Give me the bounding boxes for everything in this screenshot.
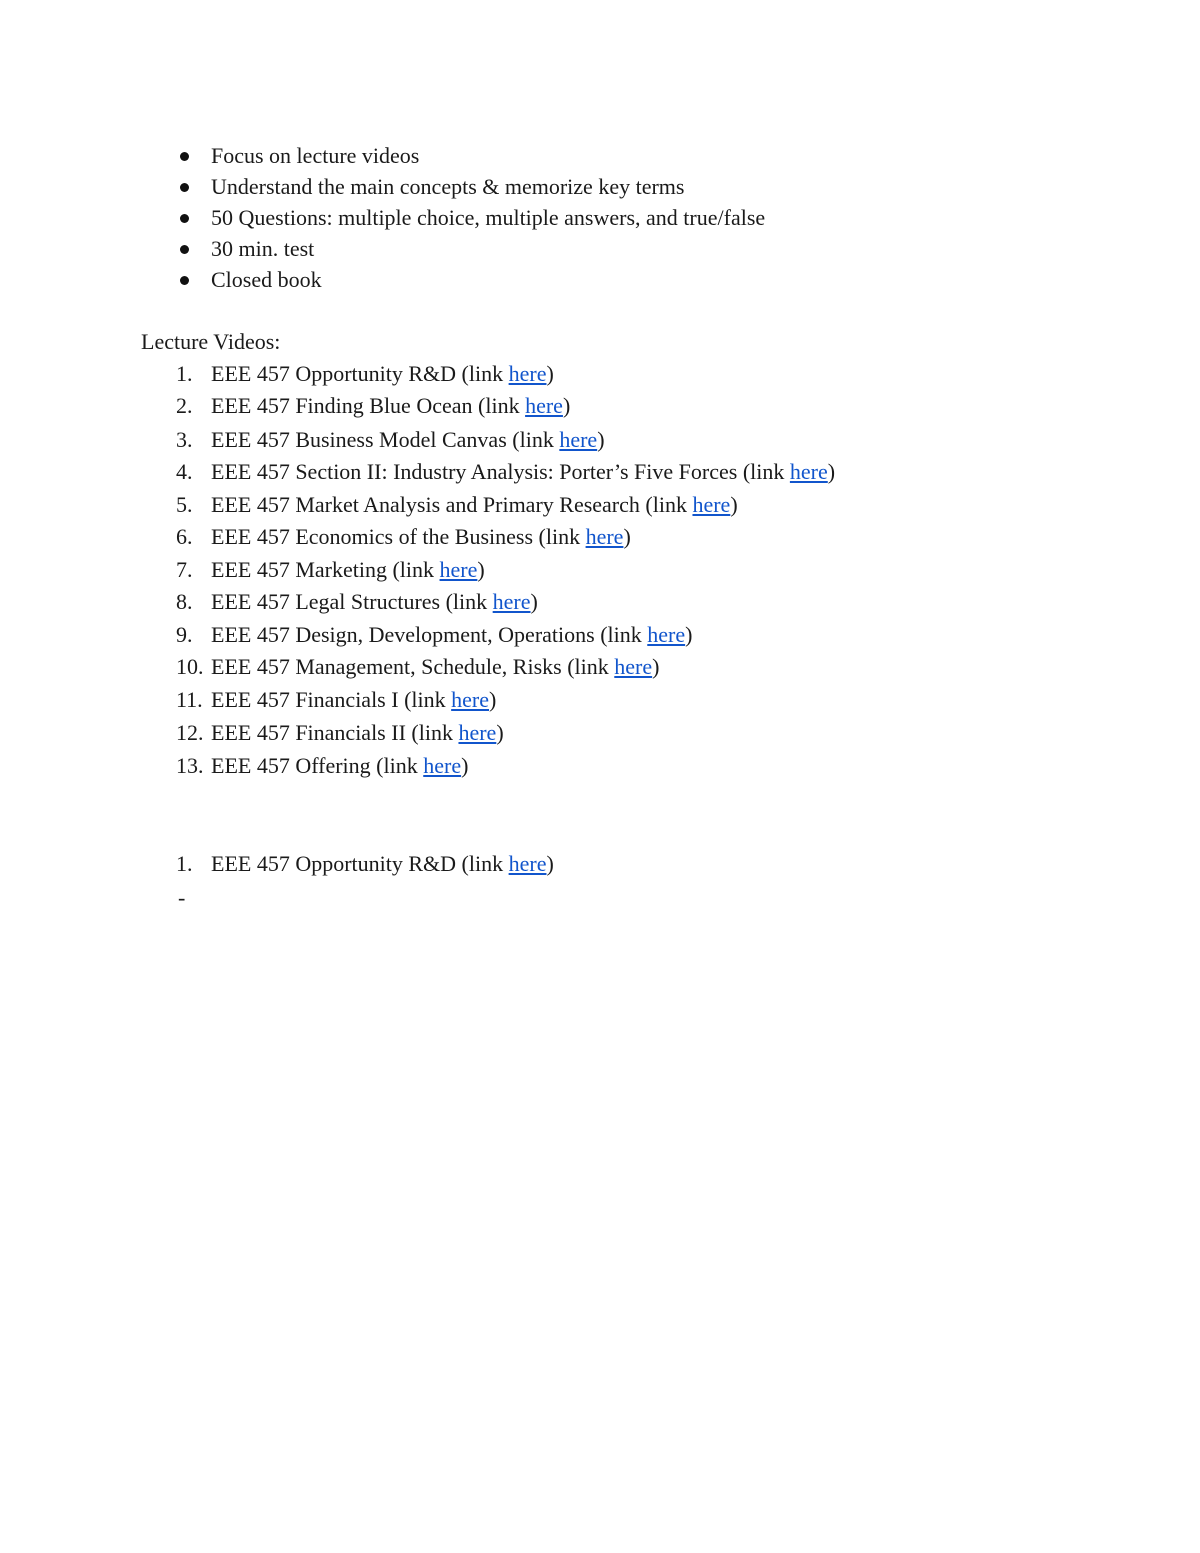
section-number: 1. <box>176 851 193 876</box>
bullet-dot-icon <box>180 276 189 285</box>
lecture-text <box>211 751 468 781</box>
bullet-text: 30 min. test <box>211 236 315 261</box>
lecture-number: 4. <box>176 459 193 484</box>
lecture-title: EEE 457 Finding Blue Ocean <box>211 393 473 418</box>
lecture-number: 5. <box>176 492 193 517</box>
link-prefix: (link <box>600 622 648 647</box>
link-suffix: ) <box>546 851 554 876</box>
dash-marker: - <box>178 885 186 910</box>
link-suffix: ) <box>730 492 738 517</box>
link-prefix: (link <box>538 524 586 549</box>
section-title: EEE 457 Opportunity R&D <box>211 851 457 876</box>
link-suffix: ) <box>623 524 631 549</box>
lecture-title: EEE 457 Opportunity R&D <box>211 361 457 386</box>
lecture-number: 11. <box>176 687 203 712</box>
lecture-title: EEE 457 Financials II <box>211 720 406 745</box>
link-suffix: ) <box>597 427 605 452</box>
lecture-link[interactable]: here <box>439 557 478 582</box>
lecture-title: EEE 457 Management, Schedule, Risks <box>211 654 562 679</box>
lecture-title: EEE 457 Business Model Canvas <box>211 427 507 452</box>
lecture-link[interactable]: here <box>585 524 624 549</box>
lecture-number: 8. <box>176 589 193 614</box>
link-suffix: ) <box>489 687 497 712</box>
lecture-number: 10. <box>176 654 204 679</box>
bullet-dot-icon <box>180 245 189 254</box>
lecture-number: 2. <box>176 393 193 418</box>
lecture-text <box>211 425 605 455</box>
lecture-link[interactable]: here <box>614 654 653 679</box>
link-prefix: (link <box>445 589 493 614</box>
link-prefix: (link <box>567 654 615 679</box>
lecture-text <box>211 685 496 715</box>
section-link[interactable]: here <box>508 851 547 876</box>
lecture-title: EEE 457 Economics of the Business <box>211 524 534 549</box>
bullet-text: Focus on lecture videos <box>211 143 420 168</box>
lecture-link[interactable]: here <box>451 687 489 712</box>
lecture-text <box>211 620 692 650</box>
lecture-link[interactable]: here <box>525 393 563 418</box>
link-suffix: ) <box>546 361 554 386</box>
lecture-videos-heading: Lecture Videos: <box>141 329 281 354</box>
lecture-title: EEE 457 Financials I <box>211 687 399 712</box>
link-prefix: (link <box>645 492 693 517</box>
link-prefix: (link <box>404 687 452 712</box>
link-prefix: (link <box>742 459 790 484</box>
bullet-text: 50 Questions: multiple choice, multiple answers, and true/false <box>211 205 766 230</box>
section-text <box>211 849 554 879</box>
lecture-title: EEE 457 Legal Structures <box>211 589 441 614</box>
lecture-number: 9. <box>176 622 193 647</box>
lecture-text <box>211 555 485 585</box>
lecture-title: EEE 457 Design, Development, Operations <box>211 622 595 647</box>
lecture-link[interactable]: here <box>559 427 598 452</box>
lecture-text <box>211 359 554 389</box>
lecture-number: 6. <box>176 524 193 549</box>
bullet-dot-icon <box>180 183 189 192</box>
lecture-link[interactable]: here <box>458 720 497 745</box>
link-prefix: (link <box>461 851 509 876</box>
link-prefix: (link <box>392 557 440 582</box>
lecture-text <box>211 587 538 617</box>
link-suffix: ) <box>652 654 660 679</box>
bullet-dot-icon <box>180 214 189 223</box>
link-suffix: ) <box>827 459 836 484</box>
link-prefix: (link <box>478 393 526 418</box>
lecture-link[interactable]: here <box>647 622 686 647</box>
lecture-text <box>211 718 504 748</box>
lecture-link[interactable]: here <box>492 589 531 614</box>
lecture-link[interactable]: here <box>692 492 731 517</box>
lecture-title: EEE 457 Section II: Industry Analysis: Porter’s Five Forces <box>211 459 738 484</box>
link-prefix: (link <box>411 720 459 745</box>
lecture-text <box>211 391 570 421</box>
lecture-text <box>211 457 835 487</box>
link-suffix: ) <box>530 589 538 614</box>
lecture-text <box>211 652 659 682</box>
link-prefix: (link <box>376 753 424 778</box>
lecture-title: EEE 457 Offering <box>211 753 371 778</box>
link-suffix: ) <box>496 720 504 745</box>
link-prefix: (link <box>512 427 560 452</box>
link-suffix: ) <box>477 557 485 582</box>
link-prefix: (link <box>461 361 509 386</box>
link-suffix: ) <box>562 393 571 418</box>
lecture-link[interactable]: here <box>423 753 462 778</box>
lecture-link[interactable]: here <box>789 459 828 484</box>
lecture-number: 3. <box>176 427 193 452</box>
bullet-text: Closed book <box>211 267 322 292</box>
lecture-text <box>211 490 738 520</box>
link-suffix: ) <box>685 622 693 647</box>
lecture-number: 1. <box>176 361 193 386</box>
lecture-number: 12. <box>176 720 204 745</box>
lecture-number: 13. <box>176 753 204 778</box>
bullet-text: Understand the main concepts & memorize key terms <box>211 174 685 199</box>
lecture-title: EEE 457 Marketing <box>211 557 387 582</box>
lecture-number: 7. <box>176 557 193 582</box>
lecture-link[interactable]: here <box>508 361 547 386</box>
link-suffix: ) <box>461 753 469 778</box>
bullet-dot-icon <box>180 152 189 161</box>
lecture-title: EEE 457 Market Analysis and Primary Research <box>211 492 640 517</box>
lecture-text <box>211 522 631 552</box>
